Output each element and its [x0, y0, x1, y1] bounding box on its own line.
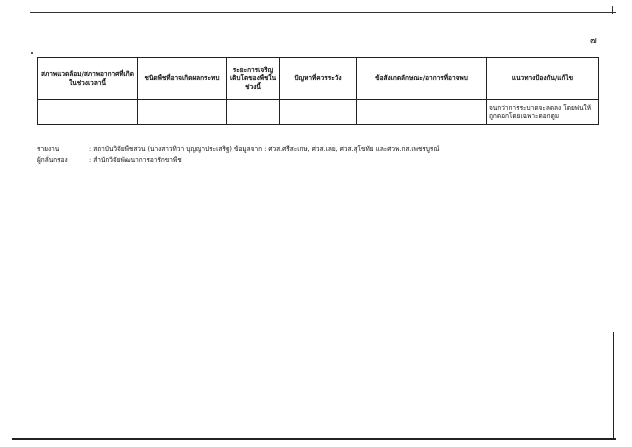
screener-line: [37, 155, 597, 166]
bottom-border-line: [12, 438, 616, 440]
page-number: ๗: [590, 36, 597, 46]
right-margin-line: [613, 332, 614, 440]
table-cell: [280, 100, 357, 125]
header-problem-to-watch: ปัญหาที่ควรระวัง: [280, 58, 357, 100]
table-row: [38, 100, 599, 125]
table-cell-prevention: จนกว่าการระบาดจะลดลง โดยพ่นให้ถูกดอกโดยเฉพาะดอกตูม: [487, 100, 599, 125]
screener-value: : สำนักวิจัยพัฒนาการอารักขาพืช: [89, 156, 182, 164]
table-cell: [38, 100, 138, 125]
top-right-tick-mark: [612, 6, 613, 14]
header-affected-crop: ชนิดพืชที่อาจเกิดผลกระทบ: [138, 58, 227, 100]
header-growth-stage: ระยะการเจริญเติบโตของพืชในช่วงนี้: [227, 58, 280, 100]
reporter-label: รายงาน: [37, 145, 60, 153]
table-cell: [138, 100, 227, 125]
margin-dot: [31, 52, 33, 54]
table-cell: [357, 100, 487, 125]
table-cell: [227, 100, 280, 125]
header-environment-condition: สภาพแวดล้อม/สภาพอากาศที่เกิดในช่วงเวลานี้: [38, 58, 138, 100]
reporter-line: [37, 144, 597, 155]
advisory-table: [37, 57, 599, 125]
reporter-value: : สถาบันวิจัยพืชสวน (นางสาวทิวา บุญญาประเสริฐ) ข้อมูลจาก : ศวส.ศรีสะเกษ, ศวส.เลย, ศวส.สุโขทัย และศวพ.กส.เพชรบูรณ์: [89, 145, 440, 153]
top-border-line: [30, 12, 616, 13]
screener-label: ผู้กลั่นกรอง: [37, 156, 68, 164]
report-footer: [37, 144, 597, 166]
header-prevention-guidance: แนวทางป้องกัน/แก้ไข: [487, 58, 599, 100]
table-header-row: [38, 58, 599, 100]
header-observed-symptoms: ข้อสังเกตลักษณะ/อาการที่อาจพบ: [357, 58, 487, 100]
